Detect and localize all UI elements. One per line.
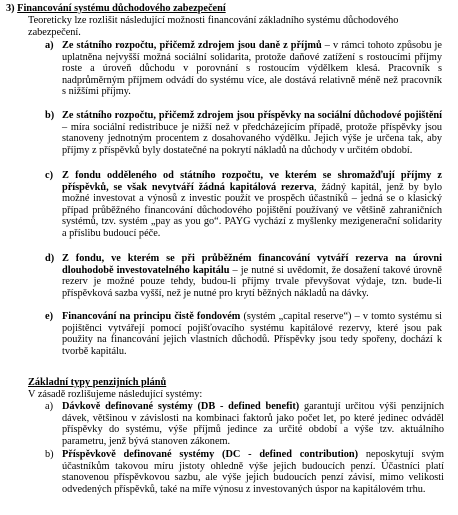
- subsection-title: Základní typy penzijních plánů: [28, 377, 167, 388]
- list-item-rest: garantují určitou výši penzijních dávek, většinou v závislosti na kombinaci faktorů jako počet let, po které jedinec odváděl příspěvky do systému, výše příjmů jedince za určité období a výše tzv. aktuálního parametru, jenž bývá stanoven zákonem.: [62, 401, 444, 447]
- list-item-bold: Příspěvkově definované systémy (DC - defined contribution): [62, 449, 359, 460]
- list-item-rest: – je nutné si uvědomit, že dosažení takové úrovně rezerv je možné pouze tehdy, budou-li příjmy trvale převyšovat výdaje, tzn. bude-li příspěvková sazba vyšší, než je nutné pro krytí běžných nákladů na dávky.: [62, 264, 442, 299]
- list-item-text: [62, 401, 444, 447]
- list-item-bold: Z fondu odděleného od státního rozpočtu, ve kterém se shromažďují příjmy z příspěvků, se však nevytváří žádná kapitálová rezerva: [62, 170, 442, 193]
- list-item-rest: , žádný kapitál, jenž by bylo možné investovat a výnosů z investic použít ve prospěch účastníků – jedná se o klasický případ průběžného financování důchodového pojištění používaný ve většině zahraničních systémů, tzv. systém „pay as you go“. PAYG vychází z myšlenky mezigenerační solidarity a příslibu budoucí péče.: [62, 181, 442, 239]
- list-item-rest: – míra sociální redistribuce je nižší než v předcházejícím případě, protože příspěvky jsou stanoveny jednotným procentem z dosahovaného výdělku. Jejich výše je určena tak, aby příjmy z příspěvků byly dostatečné na pokrytí nákladů na důchody v určitém období.: [62, 121, 442, 156]
- list-item-bold: Financování na principu čistě fondovém: [62, 311, 241, 322]
- list-item-text: [62, 110, 442, 156]
- list-item-bold: Dávkově definované systémy (DB - defined benefit): [62, 401, 300, 412]
- list-item-rest: – v rámci tohoto způsobu je uplatněna nejvyšší možná sociální solidarita, protože daňové zatížení s rostoucími příjmy roste a úroveň důchodu v porovnání s rostoucím výdělkem klesá. Pracovník s nadprůměrným příjmem odvádí do systému více, ale dostává relativně méně než pracovník s nižšími příjmy.: [62, 40, 442, 98]
- section-title: Financování systému důchodového zabezpečení: [17, 3, 226, 14]
- list-item-rest: neposkytují svým účastníkům takovou míru jistoty ohledně výše jejich budoucích penzí. Účastníci platí stanovenou příspěvkovou sazbu, ale výše jejich budoucích penzí závisí, mimo velikosti odvedených příspěvků, také na míře výnosu z investovaných úspor na kapitálovém trhu.: [62, 449, 444, 495]
- list-item-bold: Ze státního rozpočtu, přičemž zdrojem jsou příspěvky na sociální důchodové pojištění: [62, 110, 442, 121]
- list-item-letter: b): [45, 449, 54, 460]
- list-item-letter: c): [45, 170, 53, 181]
- list-item-bold: Z fondu, ve kterém se při průběžném financování vytváří rezerva na úrovni dlouhodobě investovatelného kapitálu: [62, 253, 442, 276]
- section-heading: [6, 3, 446, 15]
- section-intro: Teoreticky lze rozlišit následující možnosti financování základního systému důchodového zabezpečení.: [28, 15, 399, 38]
- list-item-text: [62, 311, 442, 357]
- list-item-text: [62, 449, 444, 495]
- list-item-letter: a): [45, 401, 53, 412]
- section-number: 3): [6, 3, 15, 14]
- list-item-bold: Ze státního rozpočtu, přičemž zdrojem jsou daně z příjmů: [62, 40, 322, 51]
- list-item-letter: d): [45, 253, 55, 264]
- list-item-letter: e): [45, 311, 53, 322]
- subsection-intro: V zásadě rozlišujeme následující systémy:: [28, 389, 203, 400]
- list-item-rest: (systém „capital reserve“) – v tomto systému si pojištěnci vytvářejí pomocí pojišťovacího systému kapitálové rezervy, které jsou pak použity na financování jejich vlastních důchodů. Příspěvky jsou tedy spořeny, dochází k tvorbě kapitálu.: [62, 311, 442, 357]
- list-item-text: [62, 170, 442, 240]
- list-item-letter: b): [45, 110, 55, 121]
- list-item-text: [62, 40, 442, 98]
- list-item-text: [62, 253, 442, 299]
- list-item-letter: a): [45, 40, 54, 51]
